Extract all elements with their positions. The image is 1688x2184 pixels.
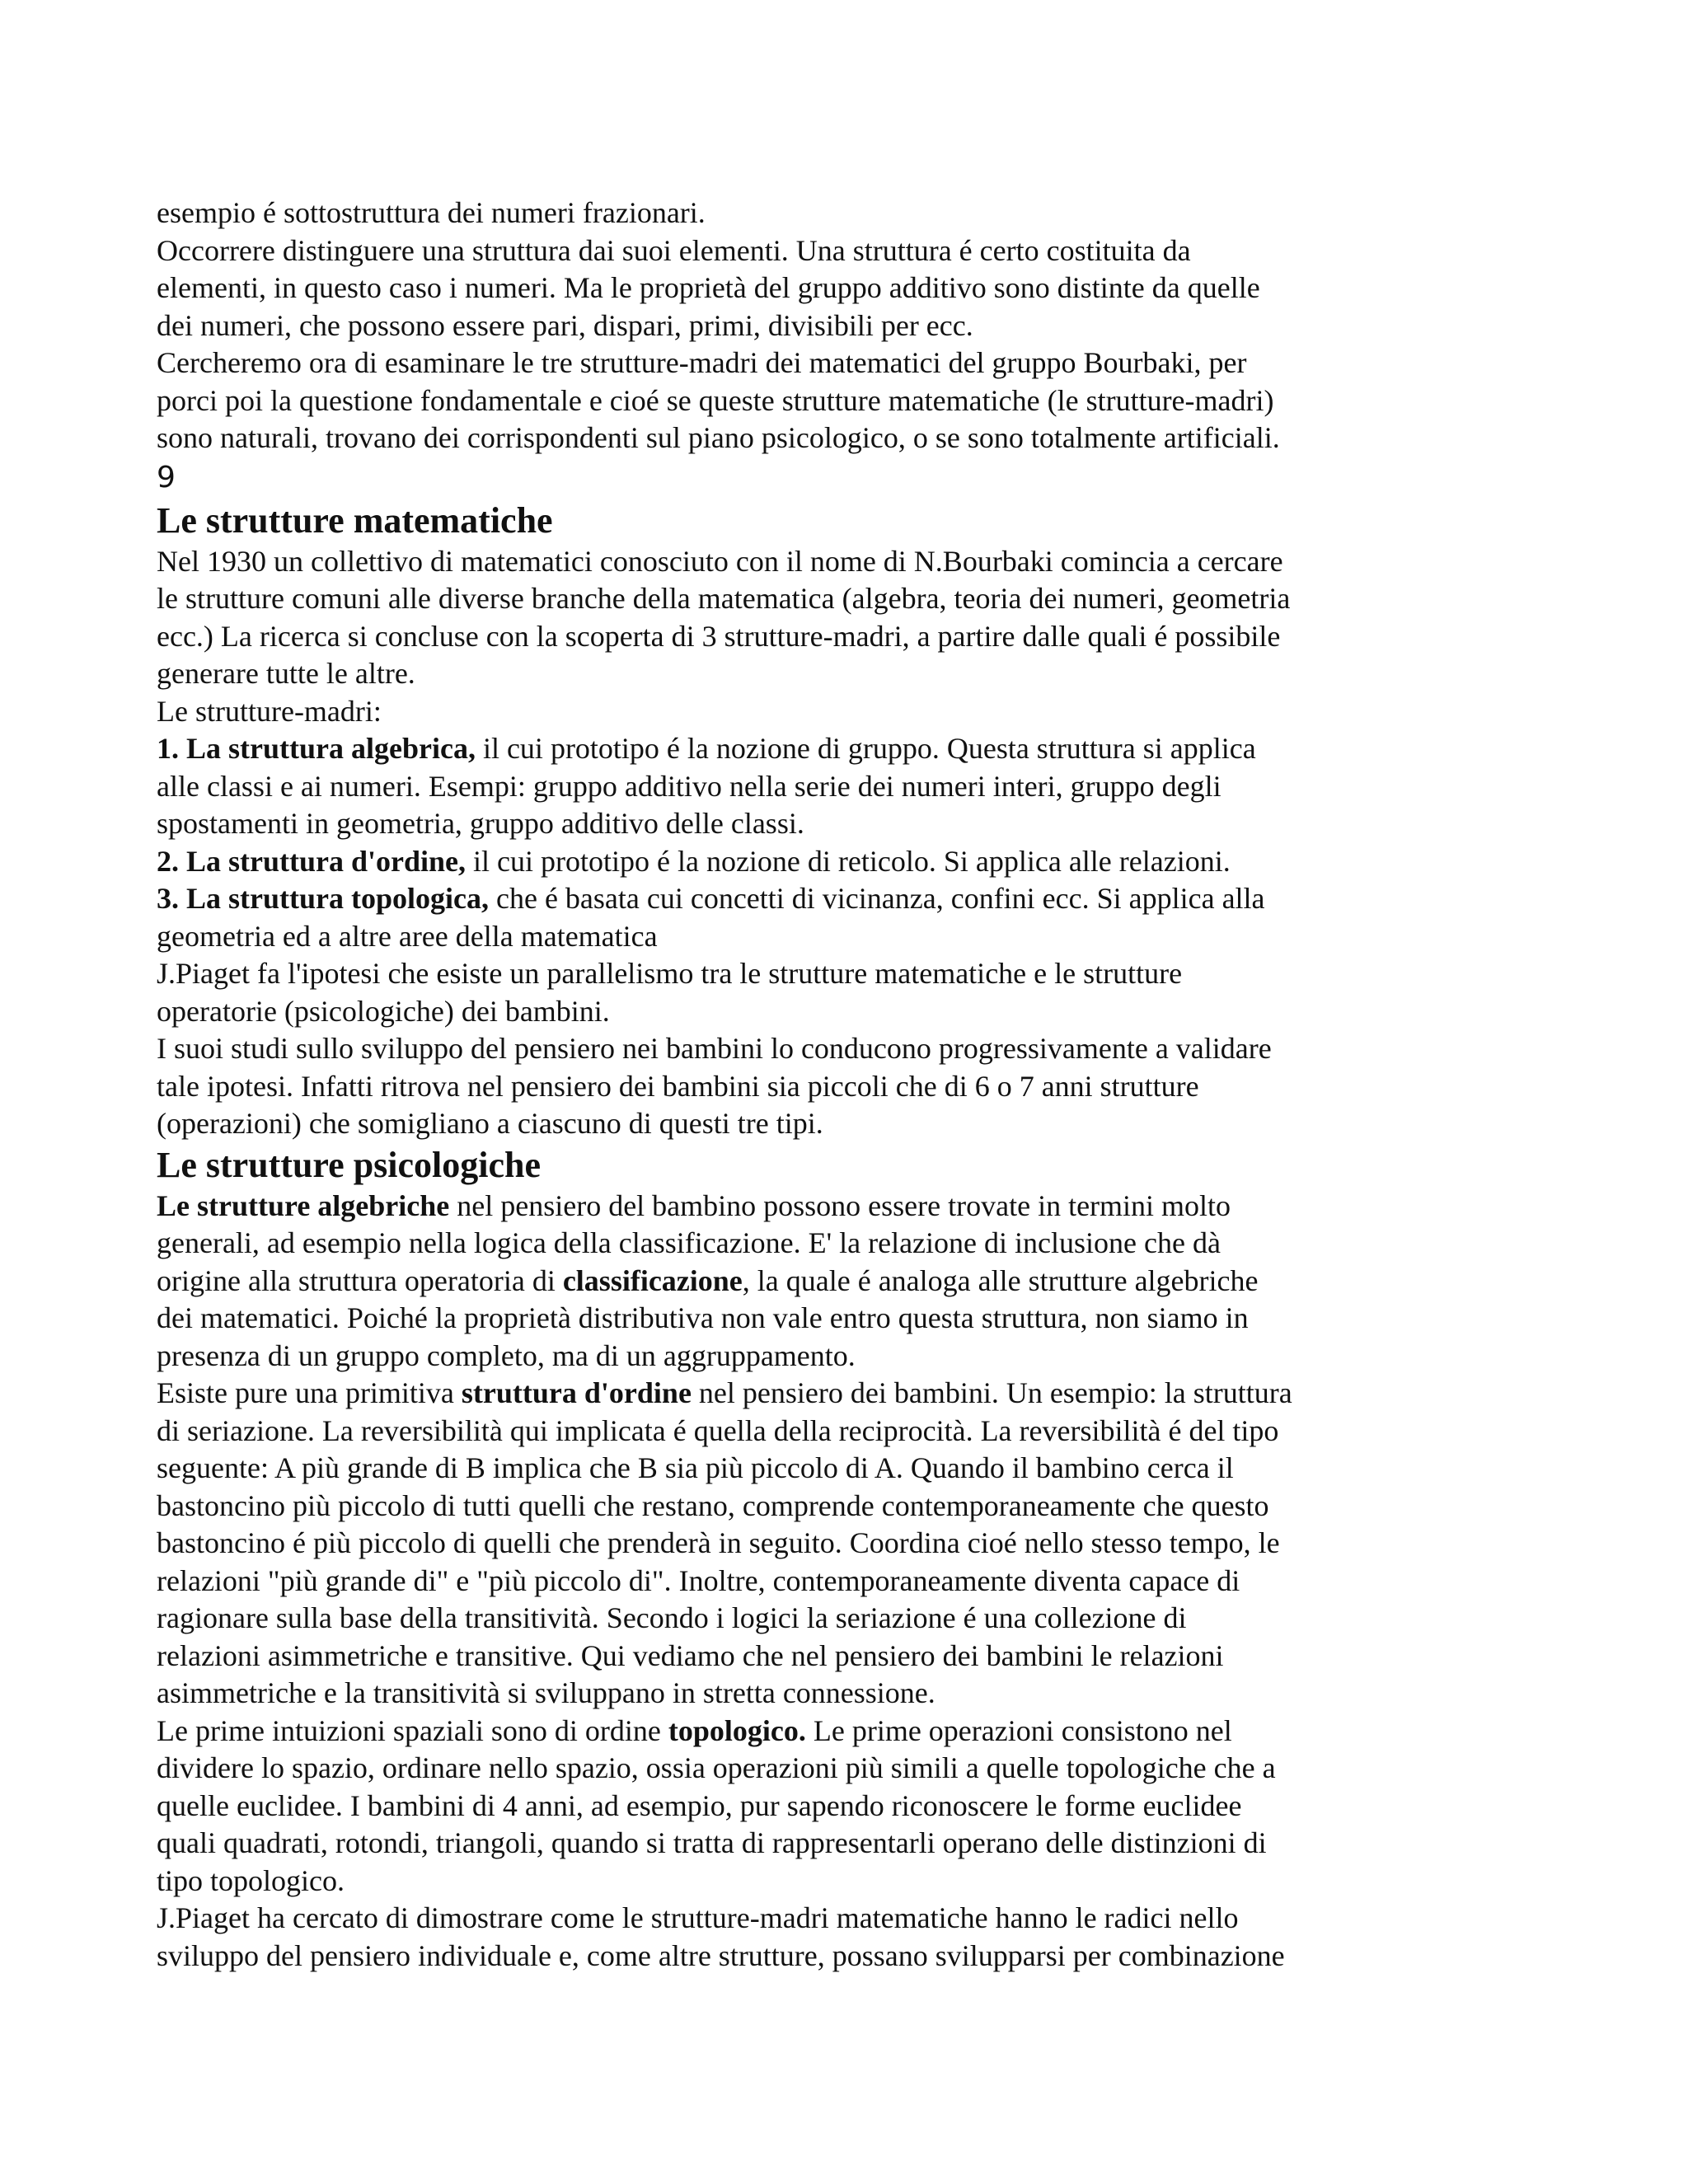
bold-term: topologico. bbox=[668, 1713, 806, 1747]
text-line: tale ipotesi. Infatti ritrova nel pensiero dei bambini sia piccoli che di 6 o 7 anni strutture bbox=[157, 1069, 1199, 1103]
list-item-ordine bbox=[157, 843, 1442, 881]
text-line: Cercheremo ora di esaminare le tre strutture-madri dei matematici del gruppo Bourbaki, per bbox=[157, 346, 1247, 379]
bold-term: Le strutture algebriche bbox=[157, 1188, 450, 1222]
text-line bbox=[157, 1375, 1442, 1413]
text-line: tipo topologico. bbox=[157, 1863, 345, 1897]
text-line: elementi, in questo caso i numeri. Ma le proprietà del gruppo additivo sono distinte da quelle bbox=[157, 271, 1260, 304]
text-line: Le strutture-madri: bbox=[157, 694, 382, 728]
text-line: dividere lo spazio, ordinare nello spazio, ossia operazioni più simili a quelle topologiche che a bbox=[157, 1751, 1276, 1784]
text-line: spostamenti in geometria, gruppo additivo delle classi. bbox=[157, 807, 804, 840]
text-line: J.Piaget ha cercato di dimostrare come le strutture-madri matematiche hanno le radici nello bbox=[157, 1901, 1239, 1934]
text-line: le strutture comuni alle diverse branche della matematica (algebra, teoria dei numeri, geometria bbox=[157, 582, 1291, 615]
text-line: J.Piaget fa l'ipotesi che esiste un parallelismo tra le strutture matematiche e le strutture bbox=[157, 957, 1183, 990]
text-line: Occorrere distinguere una struttura dai suoi elementi. Una struttura é certo costituita da bbox=[157, 233, 1191, 267]
text-line: (operazioni) che somigliano a ciascuno di questi tre tipi. bbox=[157, 1107, 823, 1140]
bold-term: 2. La struttura d'ordine, bbox=[157, 844, 467, 878]
text-line: generare tutte le altre. bbox=[157, 657, 415, 690]
text-span: nel pensiero dei bambini. Un esempio: la struttura bbox=[691, 1376, 1292, 1409]
text-span: che é basata cui concetti di vicinanza, confini ecc. Si applica alla bbox=[488, 882, 1265, 915]
text-line: relazioni "più grande di" e "più piccolo di". Inoltre, contemporaneamente diventa capace di bbox=[157, 1563, 1240, 1597]
section-heading-psicologiche: Le strutture psicologiche bbox=[157, 1144, 542, 1185]
text-line: sviluppo del pensiero individuale e, come altre strutture, possano svilupparsi per combinazione bbox=[157, 1938, 1285, 1972]
text-line: bastoncino più piccolo di tutti quelli che restano, comprende contemporaneamente che questo bbox=[157, 1488, 1269, 1522]
text-line: dei numeri, che possono essere pari, dispari, primi, divisibili per ecc. bbox=[157, 308, 973, 342]
text-line bbox=[157, 1188, 1442, 1226]
text-line: quelle euclidee. I bambini di 4 anni, ad esempio, pur sapendo riconoscere le forme euclidee bbox=[157, 1788, 1242, 1822]
text-span: il cui prototipo é la nozione di gruppo. Questa struttura si applica bbox=[475, 732, 1256, 765]
bold-term: 1. La struttura algebrica, bbox=[157, 732, 476, 765]
text-line: ragionare sulla base della transitività. Secondo i logici la seriazione é una collezione di bbox=[157, 1601, 1187, 1634]
text-line: asimmetriche e la transitività si sviluppano in stretta connessione. bbox=[157, 1676, 935, 1709]
text-line: presenza di un gruppo completo, ma di un aggruppamento. bbox=[157, 1338, 856, 1372]
text-line: bastoncino é più piccolo di quelli che prenderà in seguito. Coordina cioé nello stesso tempo, le bbox=[157, 1526, 1280, 1559]
text-line: sono naturali, trovano dei corrispondenti sul piano psicologico, o se sono totalmente artificiali. bbox=[157, 421, 1280, 454]
text-line: di seriazione. La reversibilità qui implicata é quella della reciprocità. La reversibilità é del tipo bbox=[157, 1413, 1279, 1447]
text-span: Esiste pure una primitiva bbox=[157, 1376, 462, 1409]
bold-term: classificazione bbox=[562, 1263, 743, 1297]
list-item-algebrica bbox=[157, 730, 1442, 768]
page-number: 9 bbox=[157, 460, 176, 494]
text-line bbox=[157, 1713, 1442, 1750]
text-line: I suoi studi sullo sviluppo del pensiero nei bambini lo conducono progressivamente a validare bbox=[157, 1032, 1272, 1065]
text-line: porci poi la questione fondamentale e cioé se queste strutture matematiche (le strutture-madri) bbox=[157, 383, 1274, 417]
text-line: geometria ed a altre aree della matematica bbox=[157, 919, 658, 953]
text-span: , la quale é analoga alle strutture algebriche bbox=[742, 1263, 1259, 1297]
text-line: relazioni asimmetriche e transitive. Qui vediamo che nel pensiero dei bambini le relazioni bbox=[157, 1638, 1224, 1672]
text-span: il cui prototipo é la nozione di reticolo. Si applica alle relazioni. bbox=[466, 844, 1231, 878]
text-line: Nel 1930 un collettivo di matematici conosciuto con il nome di N.Bourbaki comincia a cercare bbox=[157, 544, 1283, 578]
text-span: Le prime intuizioni spaziali sono di ordine bbox=[157, 1713, 668, 1747]
text-line: dei matematici. Poiché la proprietà distributiva non vale entro questa struttura, non siamo in bbox=[157, 1301, 1249, 1334]
text-line: seguente: A più grande di B implica che B sia più piccolo di A. Quando il bambino cerca il bbox=[157, 1451, 1234, 1484]
document-page bbox=[157, 194, 1442, 1975]
text-line bbox=[157, 1263, 1442, 1301]
text-line: alle classi e ai numeri. Esempi: gruppo additivo nella serie dei numeri interi, gruppo degli bbox=[157, 769, 1221, 803]
text-line: ecc.) La ricerca si concluse con la scoperta di 3 strutture-madri, a partire dalle quali é possibile bbox=[157, 619, 1281, 653]
text-span: origine alla struttura operatoria di bbox=[157, 1263, 563, 1297]
text-line: operatorie (psicologiche) dei bambini. bbox=[157, 994, 610, 1028]
section-heading-matematiche: Le strutture matematiche bbox=[157, 499, 553, 541]
list-item-topologica bbox=[157, 880, 1442, 918]
text-line: quali quadrati, rotondi, triangoli, quando si tratta di rappresentarli operano delle distinzioni di bbox=[157, 1826, 1267, 1859]
text-line: esempio é sottostruttura dei numeri frazionari. bbox=[157, 196, 706, 229]
text-span: nel pensiero del bambino possono essere trovate in termini molto bbox=[449, 1188, 1231, 1222]
text-span: Le prime operazioni consistono nel bbox=[805, 1713, 1232, 1747]
bold-term: struttura d'ordine bbox=[461, 1376, 692, 1409]
text-line: generali, ad esempio nella logica della classificazione. E' la relazione di inclusione che dà bbox=[157, 1226, 1221, 1259]
bold-term: 3. La struttura topologica, bbox=[157, 882, 489, 915]
